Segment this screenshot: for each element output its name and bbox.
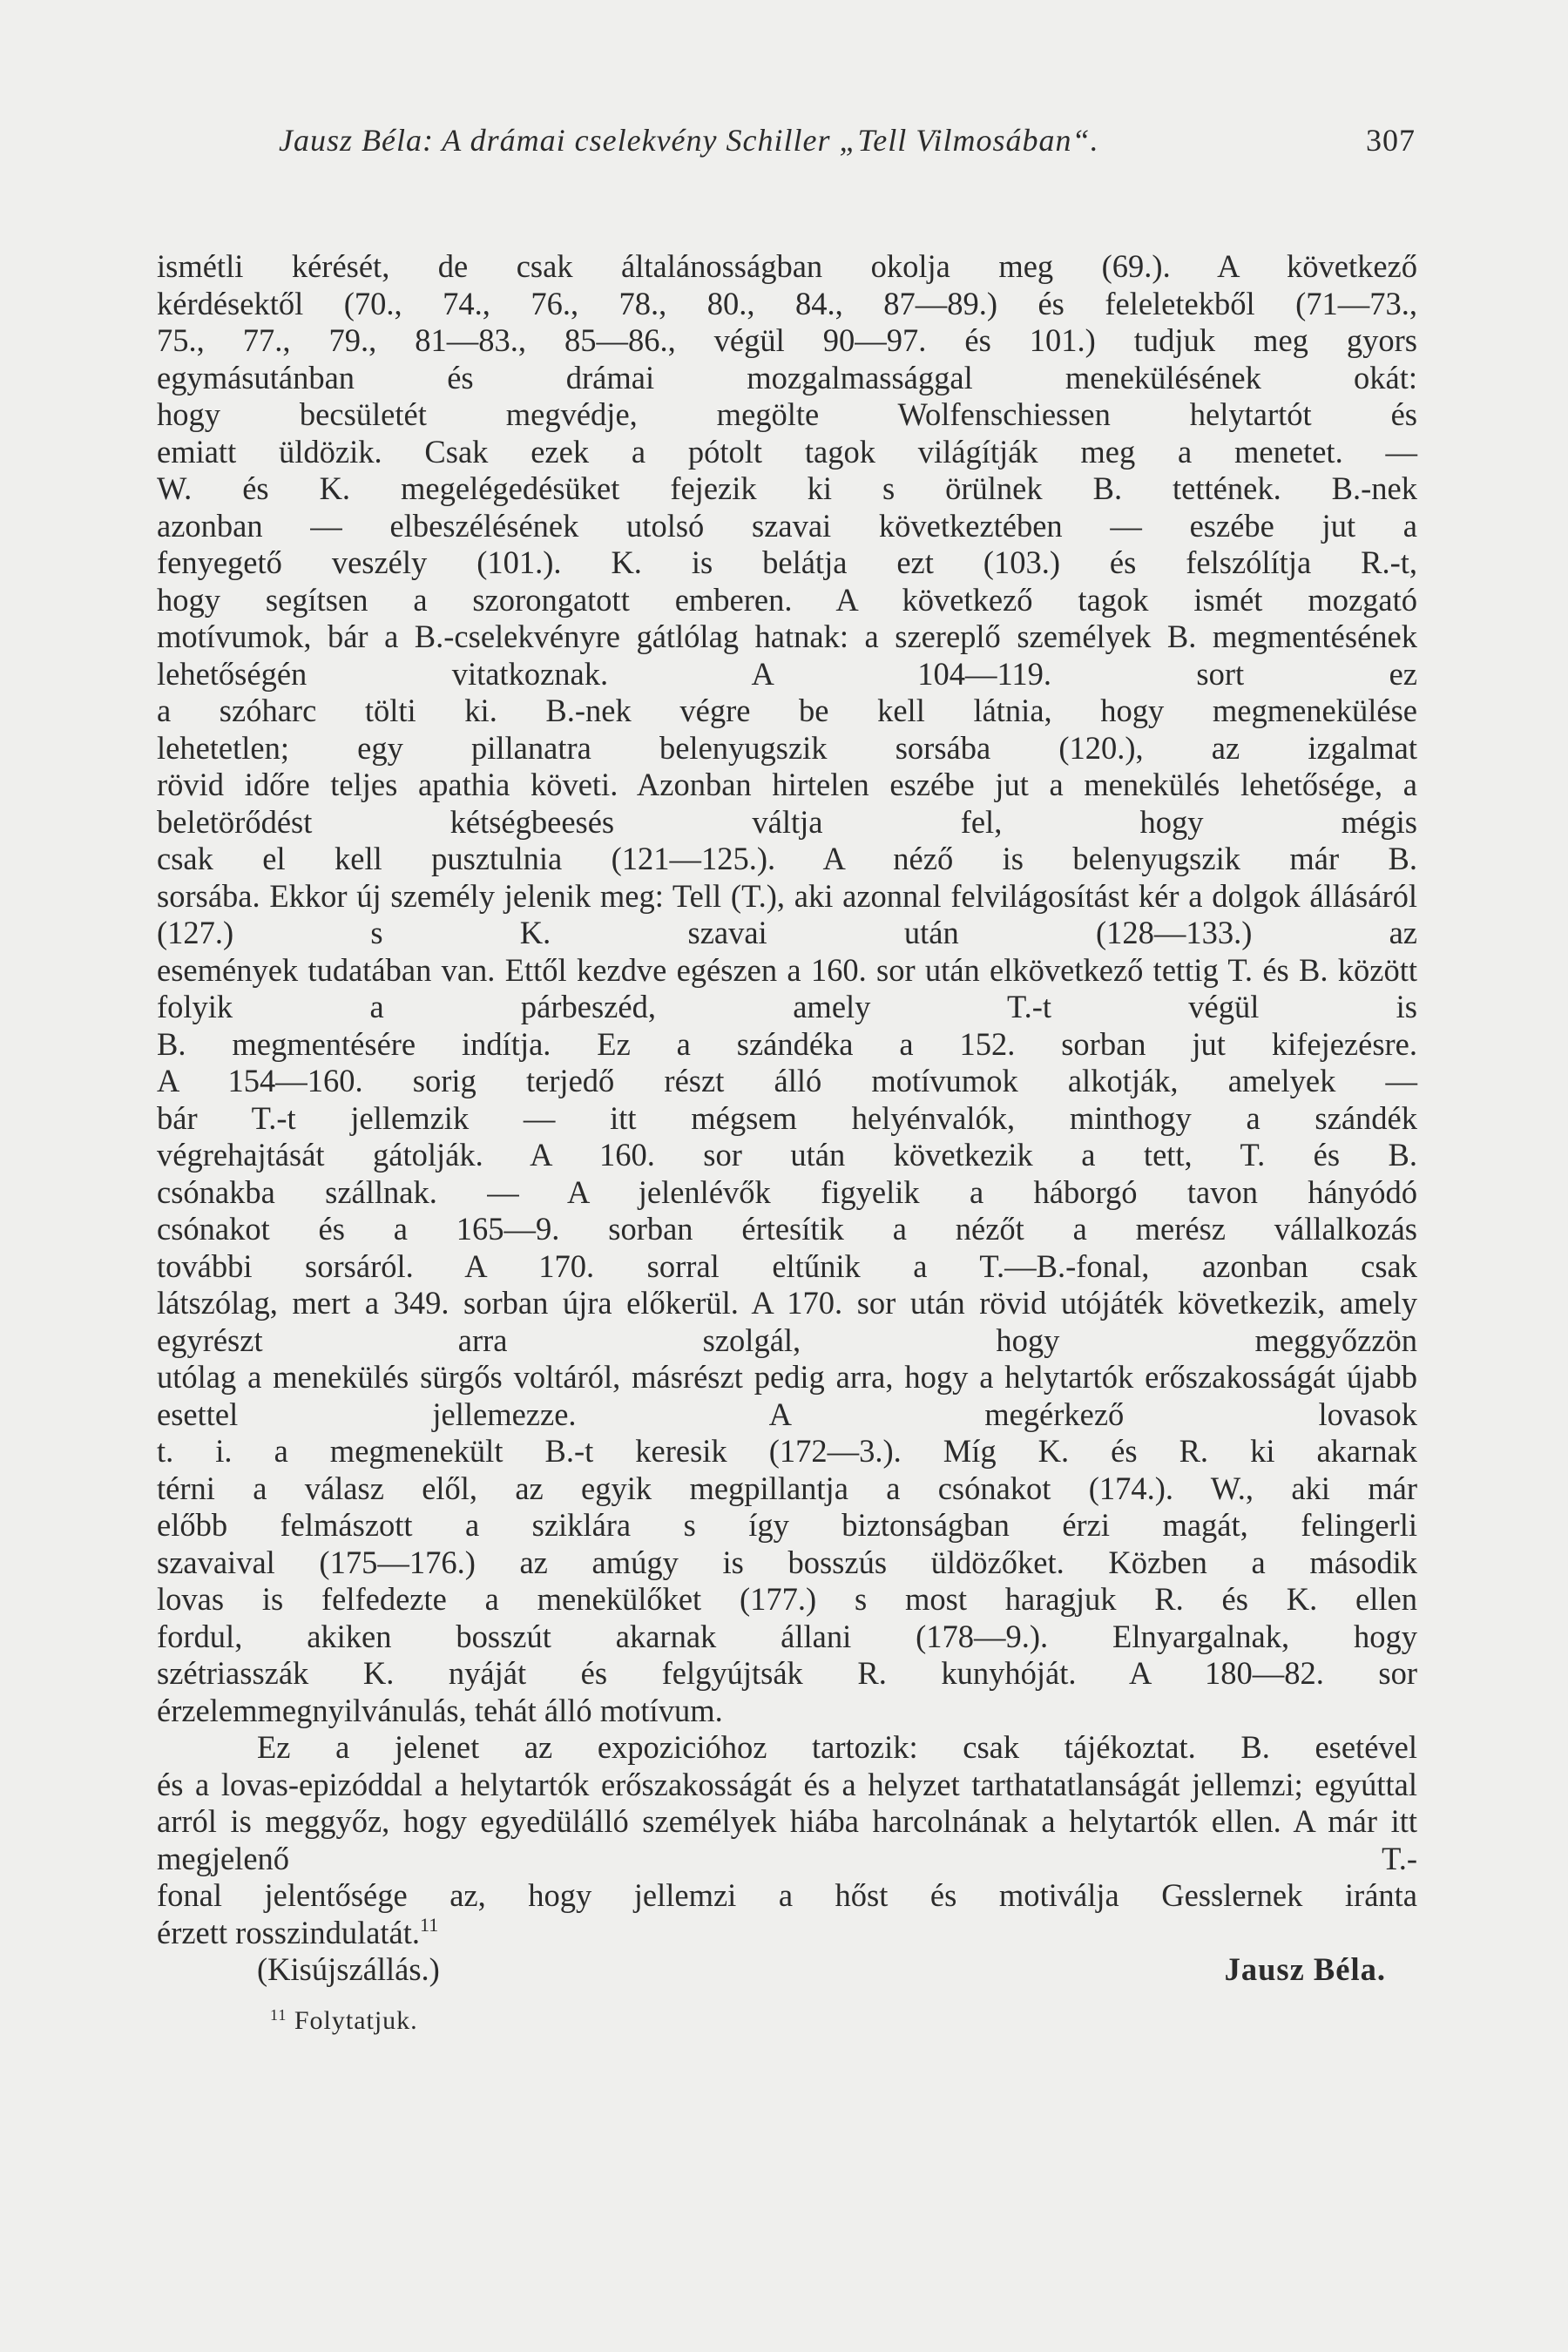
text-line: csónakot és a 165—9. sorban értesítik a nézőt a merész vállalkozás	[157, 1211, 1417, 1247]
text-line: csak el kell pusztulnia (121—125.). A néző is belenyugszik már B.	[157, 841, 1417, 876]
text-line: látszólag, mert a 349. sorban újra előkerül. A 170. sor után rövid utójáték következik, amely egyrészt arra szolgál, hogy meggyőzzön	[157, 1285, 1417, 1358]
text-line: fonal jelentősége az, hogy jellemzi a hőst és motiválja Gesslernek iránta	[157, 1877, 1417, 1913]
footnote-mark: 11	[270, 2006, 287, 2024]
text-line: térni a válasz elől, az egyik megpillantja a csónakot (174.). W., aki már	[157, 1470, 1417, 1506]
text-line: lovas is felfedezte a menekülőket (177.) s most haragjuk R. és K. ellen	[157, 1581, 1417, 1617]
text-line: 75., 77., 79., 81—83., 85—86., végül 90—97. és 101.) tudjuk meg gyors	[157, 322, 1417, 358]
text-line: motívumok, bár a B.-cselekvényre gátlólag hatnak: a szereplő személyek B. megmentésének lehetőségén vitatkoznak. A 104—119. sort ez	[157, 618, 1417, 692]
text-line: végrehajtását gátolják. A 160. sor után következik a tett, T. és B.	[157, 1137, 1417, 1173]
text-line: csónakba szállnak. — A jelenlévők figyelik a háborgó tavon hányódó	[157, 1173, 1417, 1210]
text-line: előbb felmászott a sziklára s így biztonságban érzi magát, felingerli	[157, 1507, 1417, 1543]
running-header	[279, 122, 1416, 174]
text-line: hogy becsületét megvédje, megölte Wolfenschiessen helytartót és	[157, 396, 1417, 432]
text-line: kérdésektől (70., 74., 76., 78., 80., 84., 87—89.) és feleletekből (71—73.,	[157, 285, 1417, 321]
text-line: ismétli kérését, de csak általánosságban okolja meg (69.). A következő	[157, 248, 1417, 284]
text-line: és a lovas-epizóddal a helytartók erőszakosságát és a helyzet tarthatatlanságát jellemzi; egyúttal arról is meggyőz, hogy egyedülálló személyek hiába harcolnának a helytartók ellen. A már itt megjelenő T.-	[157, 1766, 1417, 1876]
text-line: utólag a menekülés sürgős voltáról, másrészt pedig arra, hogy a helytartók erőszakosságát újabb esettel jellemezze. A megérkező lovasok	[157, 1359, 1417, 1432]
article-body	[157, 248, 1417, 1989]
footnote	[270, 2006, 418, 2036]
text-line: szétriasszák K. nyáját és felgyújtsák R. kunyhóját. A 180—82. sor	[157, 1655, 1417, 1691]
text-line: hogy segítsen a szorongatott emberen. A következő tagok ismét mozgató	[157, 581, 1417, 618]
text-line: B. megmentésére indítja. Ez a szándéka a 152. sorban jut kifejezésre.	[157, 1025, 1417, 1062]
text-line: érzelemmegnyilvánulás, tehát álló motívum.	[157, 1692, 723, 1728]
text-line: W. és K. megelégedésüket fejezik ki s örülnek B. tettének. B.-nek	[157, 470, 1417, 506]
text-line: emiatt üldözik. Csak ezek a pótolt tagok világítják meg a menetet. —	[157, 433, 1417, 470]
author-signature: Jausz Béla.	[1224, 1951, 1386, 1987]
text-line: rövid időre teljes apathia követi. Azonban hirtelen eszébe jut a menekülés lehetősége, a beletörődést kétségbeesés váltja fel, hogy mégis	[157, 767, 1417, 840]
text-line: t. i. a megmenekült B.-t keresik (172—3.). Míg K. és R. ki akarnak	[157, 1433, 1417, 1469]
footnote-text: Folytatjuk.	[294, 2006, 418, 2035]
text-line: fenyegető veszély (101.). K. is belátja ezt (103.) és felszólítja R.-t,	[157, 544, 1417, 580]
footnote-reference: 11	[420, 1913, 439, 1936]
text-line	[157, 1915, 1417, 1952]
text-line: a szóharc tölti ki. B.-nek végre be kell látnia, hogy megmenekülése	[157, 693, 1417, 728]
running-title: Jausz Béla: A drámai cselekvény Schiller „Tell Vilmosában“.	[279, 123, 1099, 158]
text-line: szavaival (175—176.) az amúgy is bosszús üldözőket. Közben a második	[157, 1544, 1417, 1580]
text-line-content: érzett rosszindulatát.	[157, 1914, 421, 1950]
text-line: további sorsáról. A 170. sorral eltűnik a T.—B.-fonal, azonban csak	[157, 1247, 1417, 1284]
page-number: 307	[1366, 123, 1416, 158]
signature-row	[157, 1951, 1417, 1989]
text-line: egymásutánban és drámai mozgalmassággal menekülésének okát:	[157, 359, 1417, 395]
text-line: lehetetlen; egy pillanatra belenyugszik sorsába (120.), az izgalmat	[157, 729, 1417, 766]
text-line: azonban — elbeszélésének utolsó szavai következtében — eszébe jut a	[157, 507, 1417, 544]
text-line: Ez a jelenet az expozicióhoz tartozik: csak tájékoztat. B. esetével	[257, 1729, 1417, 1765]
text-line: fordul, akiken bosszút akarnak állani (178—9.). Elnyargalnak, hogy	[157, 1618, 1417, 1654]
place-line: (Kisújszállás.)	[257, 1951, 440, 1987]
text-line: A 154—160. sorig terjedő részt álló motívumok alkotják, amelyek —	[157, 1063, 1417, 1098]
text-line: események tudatában van. Ettől kezdve egészen a 160. sor után elkövetkező tettig T. és B. között folyik a párbeszéd, amely T.-t végül is	[157, 951, 1417, 1024]
text-line: bár T.-t jellemzik — itt mégsem helyénvalók, minthogy a szándék	[157, 1099, 1417, 1136]
text-line: sorsába. Ekkor új személy jelenik meg: Tell (T.), aki azonnal felvilágosítást kér a dolgok állásáról (127.) s K. szavai után (128—133.) az	[157, 877, 1417, 950]
